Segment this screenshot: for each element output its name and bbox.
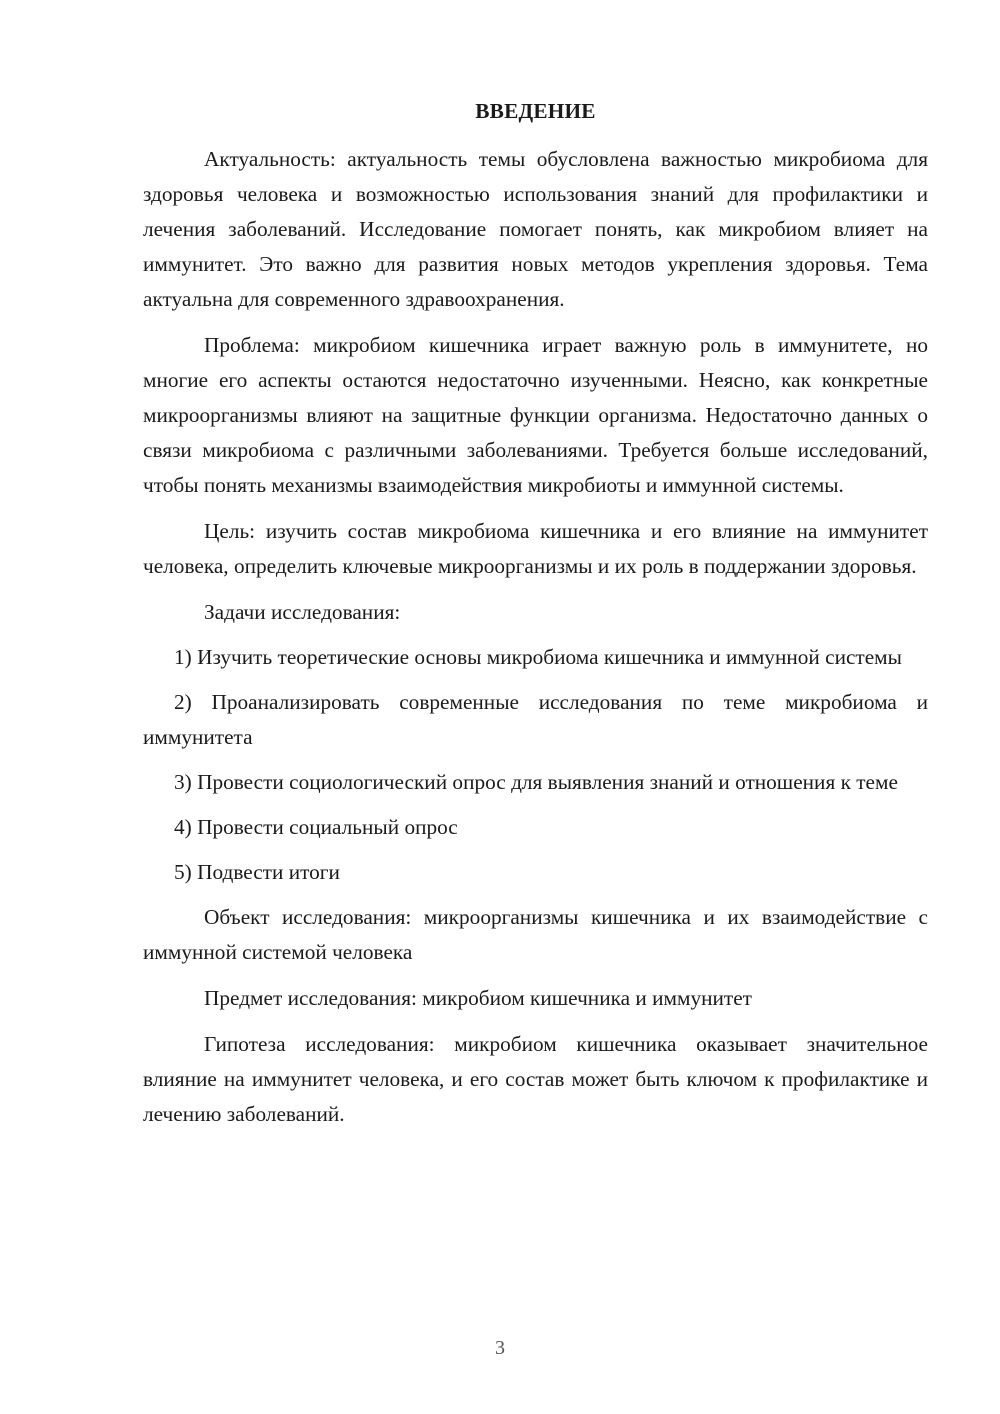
tasks-heading: Задачи исследования: [204,600,401,624]
task-item-5: 5) Подвести итоги [174,860,340,884]
goal-paragraph: Цель: изучить состав микробиома кишечника и его влияние на иммунитет человека, определить ключевые микроорганизмы и их роль в поддержании здоровья. [143,519,928,578]
task-item-4: 4) Провести социальный опрос [174,815,458,839]
subject-paragraph: Предмет исследования: микробиом кишечника и иммунитет [204,986,752,1010]
task-item-3: 3) Провести социологический опрос для выявления знаний и отношения к теме [174,770,898,794]
problem-paragraph: Проблема: микробиом кишечника играет важную роль в иммунитете, но многие его аспекты остаются недостаточно изученными. Неясно, как конкретные микроорганизмы влияют на защитные функции организма. Недостаточно данных о связи микробиома с различными заболеваниями. Требуется больше исследований, чтобы понять механизмы взаимодействия микробиоты и иммунной системы. [143,333,928,497]
page-number: 3 [495,1337,505,1359]
task-item-2: 2) Проанализировать современные исследования по теме микробиома и иммунитета [143,690,928,749]
task-item-1: 1) Изучить теоретические основы микробиома кишечника и иммунной системы [174,645,902,669]
object-paragraph: Объект исследования: микроорганизмы кишечника и их взаимодействие с иммунной системой человека [143,905,928,964]
relevance-paragraph: Актуальность: актуальность темы обусловлена важностью микробиома для здоровья человека и возможностью использования знаний для профилактики и лечения заболеваний. Исследование помогает понять, как микробиом влияет на иммунитет. Это важно для развития новых методов укрепления здоровья. Тема актуальна для современного здравоохранения. [143,147,928,311]
hypothesis-paragraph: Гипотеза исследования: микробиом кишечника оказывает значительное влияние на иммунитет человека, и его состав может быть ключом к профилактике и лечению заболеваний. [143,1032,928,1126]
section-title: ВВЕДЕНИЕ [475,99,596,123]
document-page [143,96,928,1143]
